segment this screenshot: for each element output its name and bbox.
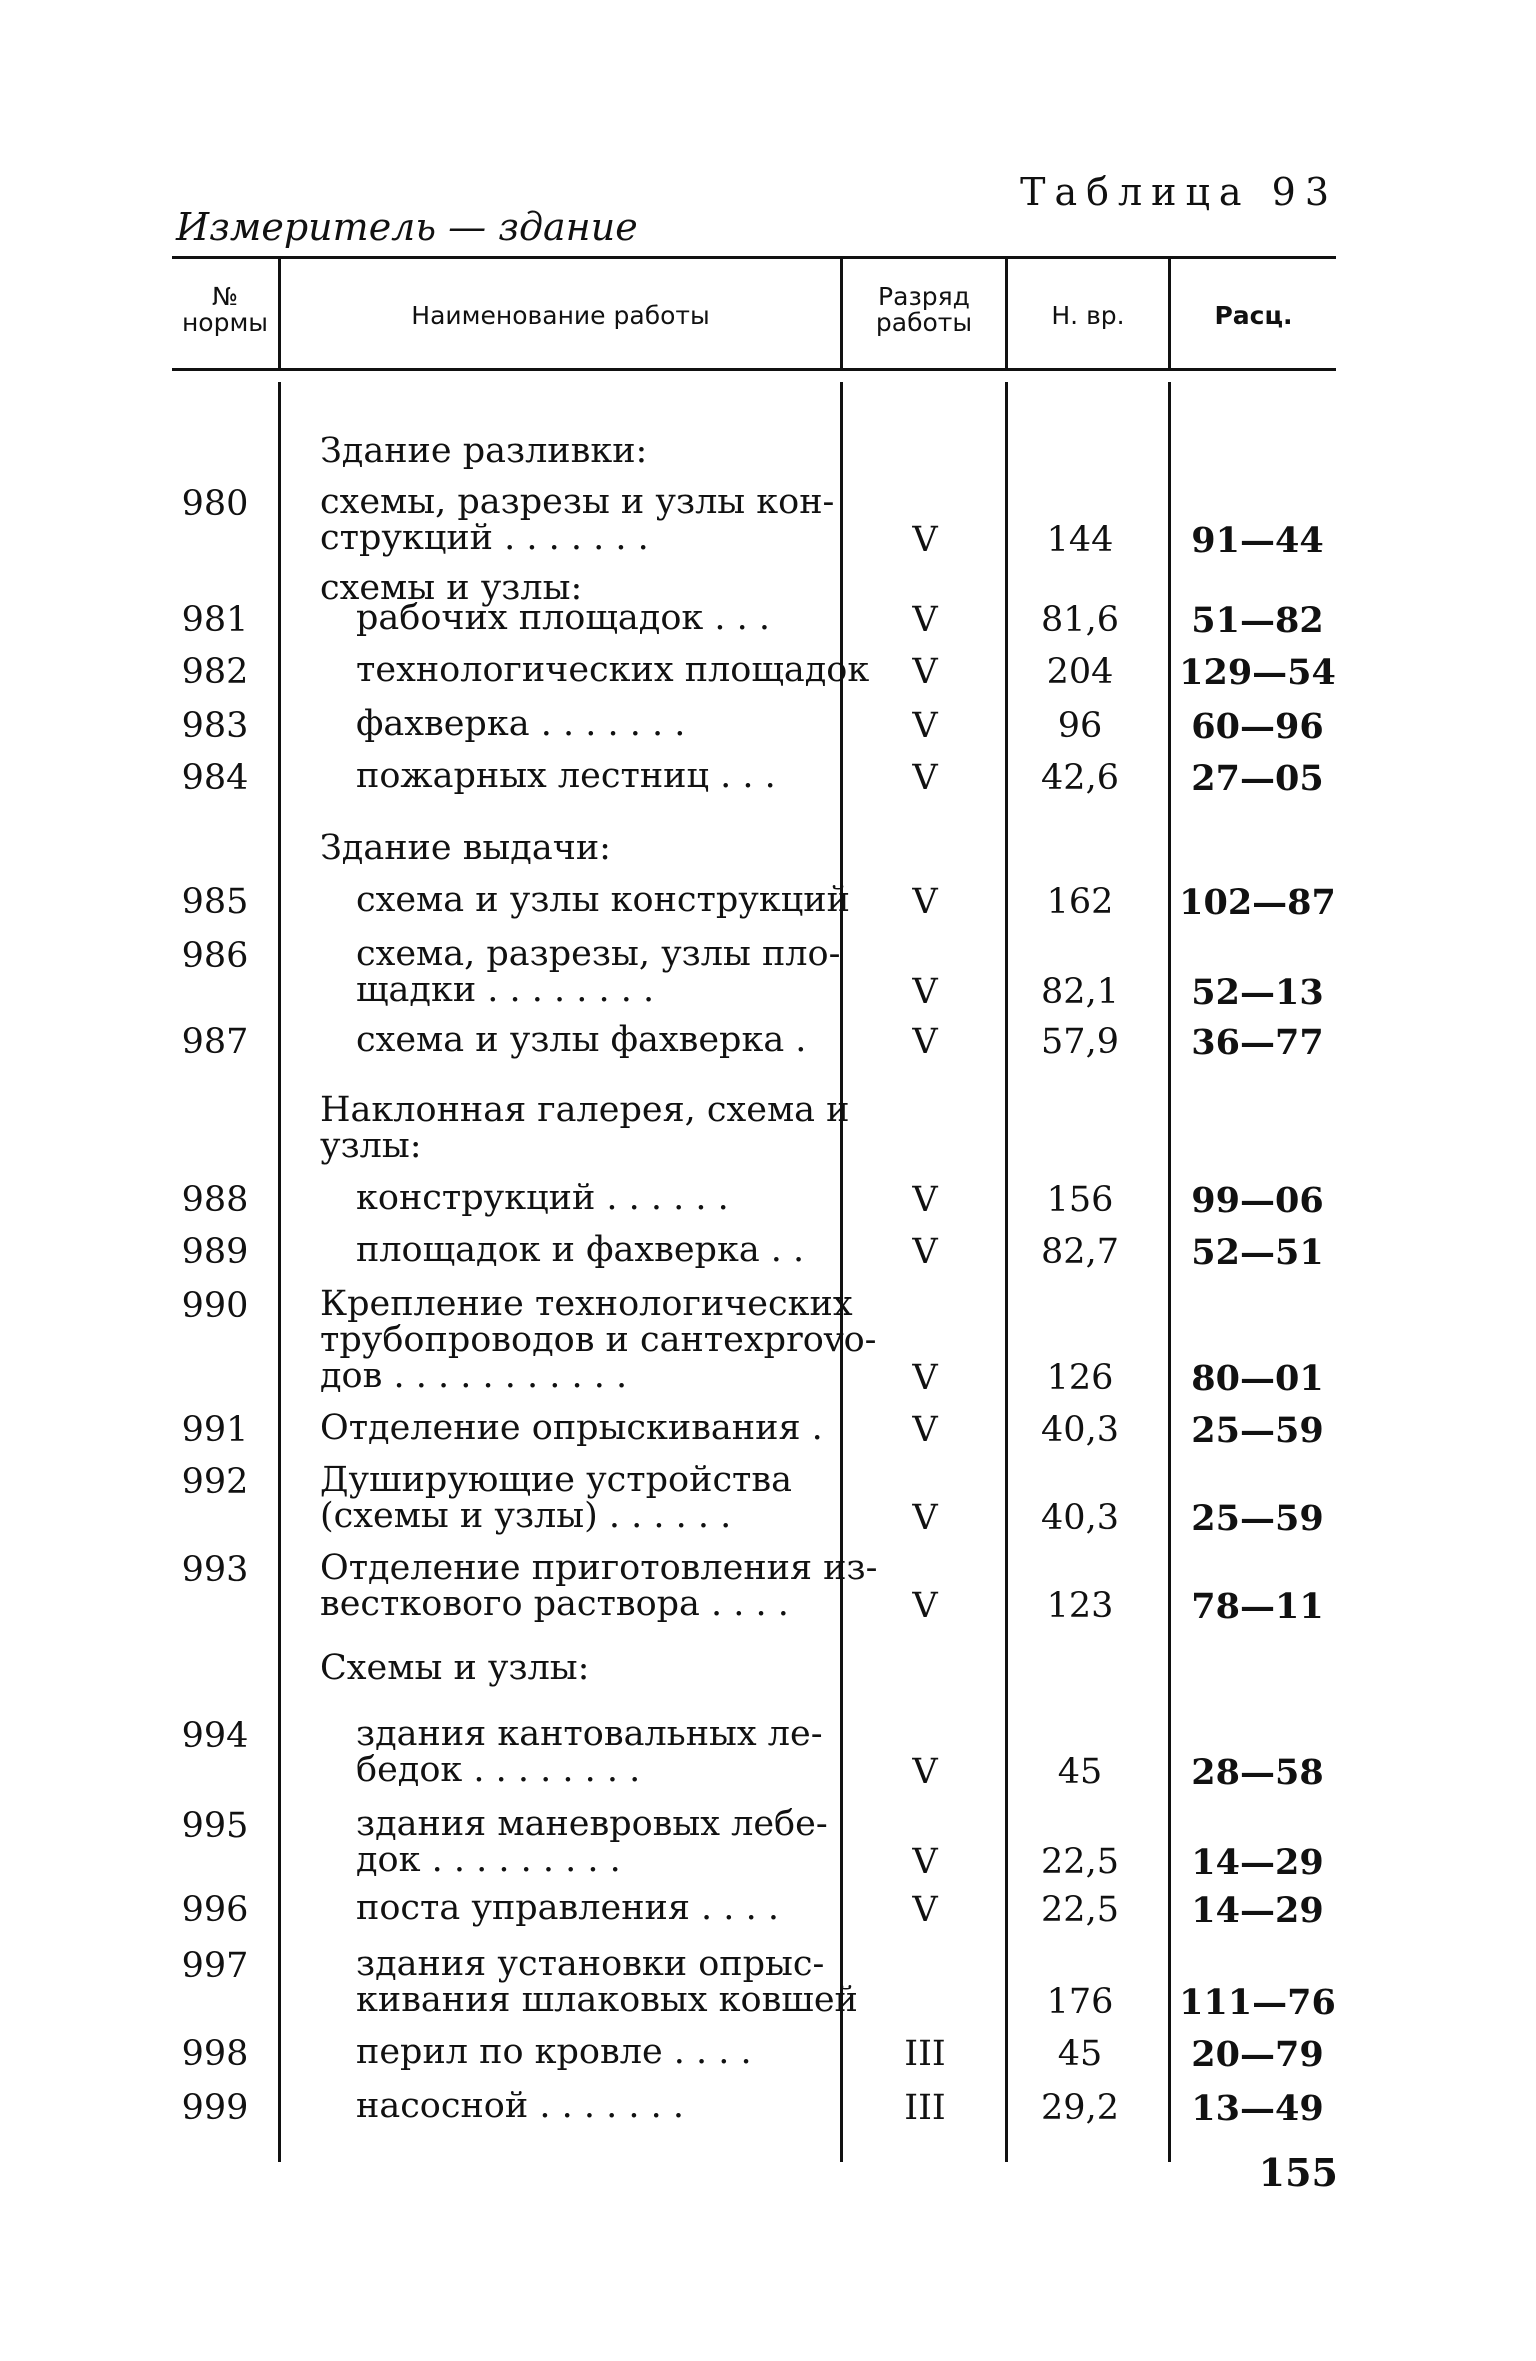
work-name-line: Здание разливки:: [320, 431, 648, 471]
work-grade: V: [912, 1022, 938, 1062]
work-name-line: поста управления . . . .: [356, 1888, 779, 1928]
work-name-line: бедок . . . . . . . .: [356, 1750, 641, 1790]
work-name-line: (схемы и узлы) . . . . . .: [320, 1496, 732, 1536]
work-name-line: фахверка . . . . . . .: [356, 704, 686, 744]
rate-value: 80—01: [1191, 1358, 1324, 1399]
work-name-line: конструкций . . . . . .: [356, 1178, 729, 1218]
time-norm: 123: [1046, 1586, 1114, 1626]
row-number: 984: [181, 758, 249, 798]
work-name-line: пожарных лестниц . . .: [356, 756, 776, 796]
work-name-line: Отделение приготовления из-: [320, 1548, 878, 1588]
rate-value: 129—54: [1179, 652, 1336, 693]
time-norm: 45: [1057, 2034, 1103, 2074]
work-name-line: весткового раствора . . . .: [320, 1584, 789, 1624]
work-name-line: щадки . . . . . . . .: [356, 970, 655, 1010]
row-number: 996: [181, 1890, 249, 1930]
work-name: [320, 482, 835, 558]
work-name-line: схема и узлы фахверка .: [356, 1020, 807, 1060]
work-name: [320, 1716, 830, 1788]
work-name: [320, 1090, 850, 1166]
time-norm: 82,7: [1041, 1232, 1119, 1272]
work-name-line: здания установки опрыс-: [356, 1944, 825, 1984]
rate-value: 28—58: [1191, 1752, 1324, 1793]
work-grade: V: [912, 652, 938, 692]
work-name: [320, 1548, 878, 1624]
time-norm: 204: [1046, 652, 1114, 692]
rate-value: 111—76: [1179, 1982, 1336, 2023]
work-grade: V: [912, 1890, 938, 1930]
work-name: [320, 1232, 830, 1268]
work-name-line: перил по кровле . . . .: [356, 2032, 752, 2072]
work-grade: V: [912, 1358, 938, 1398]
row-number: 993: [181, 1550, 249, 1590]
rate-value: 60—96: [1191, 706, 1324, 747]
work-name-line: Здание выдачи:: [320, 828, 611, 868]
row-number: 991: [181, 1410, 249, 1450]
time-norm: 45: [1057, 1752, 1103, 1792]
row-number: 981: [181, 600, 249, 640]
rate-value: 25—59: [1191, 1498, 1324, 1539]
row-number: 988: [181, 1180, 249, 1220]
work-name-line: здания маневровых лебе-: [356, 1804, 828, 1844]
rate-value: 51—82: [1191, 600, 1324, 641]
work-name: [320, 1284, 877, 1396]
work-name-line: насосной . . . . . . .: [356, 2086, 684, 2126]
rate-value: 91—44: [1191, 520, 1324, 561]
work-name-line: рабочих площадок . . .: [356, 598, 771, 638]
work-name: [320, 600, 830, 636]
work-name-line: дов . . . . . . . . . . .: [320, 1356, 628, 1396]
row-number: 997: [181, 1946, 249, 1986]
work-name: [320, 758, 830, 794]
work-grade: III: [904, 2088, 946, 2128]
rate-value: 102—87: [1179, 882, 1336, 923]
time-norm: 126: [1046, 1358, 1114, 1398]
work-grade: III: [904, 2034, 946, 2074]
time-norm: 40,3: [1041, 1410, 1119, 1450]
work-name: [320, 2034, 830, 2070]
row-number: 987: [181, 1022, 249, 1062]
work-name: [320, 650, 870, 690]
work-grade: V: [912, 1842, 938, 1882]
work-grade: V: [912, 1752, 938, 1792]
row-number: 990: [181, 1286, 249, 1326]
time-norm: 144: [1046, 520, 1114, 560]
work-name-line: схемы и узлы:: [320, 568, 583, 608]
row-number: 999: [181, 2088, 249, 2128]
work-name: [320, 1462, 830, 1534]
work-name: [320, 2088, 830, 2124]
rate-value: 99—06: [1191, 1180, 1324, 1221]
row-number: 992: [181, 1462, 249, 1502]
work-grade: V: [912, 1410, 938, 1450]
rate-value: 25—59: [1191, 1410, 1324, 1451]
row-number: 994: [181, 1716, 249, 1756]
rate-value: 78—11: [1191, 1586, 1324, 1627]
work-name: [320, 433, 830, 469]
measure-unit: Измеритель — здание: [176, 205, 638, 249]
header-grade: Разряд работы: [875, 282, 973, 337]
rate-value: 52—51: [1191, 1232, 1324, 1273]
table-caption: Таблица 93: [1020, 170, 1338, 214]
work-name: [320, 830, 830, 866]
work-grade: V: [912, 1498, 938, 1538]
header-name: Наименование работы: [411, 301, 710, 330]
work-name-line: схемы, разрезы и узлы кон-: [320, 482, 835, 522]
work-name-line: здания кантовальных ле-: [356, 1714, 823, 1754]
rate-value: 52—13: [1191, 972, 1324, 1013]
page-number: 155: [1258, 2150, 1338, 2195]
work-grade: V: [912, 520, 938, 560]
rate-value: 13—49: [1191, 2088, 1324, 2129]
work-name: [320, 1890, 830, 1926]
work-name: [320, 934, 841, 1010]
time-norm: 176: [1046, 1982, 1114, 2022]
rate-value: 36—77: [1191, 1022, 1324, 1063]
header-rate: Расц.: [1214, 301, 1293, 330]
header-num: № нормы: [181, 282, 269, 337]
work-name-line: трубопроводов и сантехprovo-: [320, 1320, 877, 1360]
work-name: [320, 1806, 830, 1878]
rate-value: 14—29: [1191, 1890, 1324, 1931]
work-grade: V: [912, 972, 938, 1012]
time-norm: 42,6: [1041, 758, 1119, 798]
work-grade: V: [912, 600, 938, 640]
work-name: [320, 1022, 830, 1058]
work-name-line: технологических площадок: [356, 650, 870, 690]
work-grade: V: [912, 1180, 938, 1220]
work-name-line: узлы:: [320, 1126, 422, 1166]
work-name: [320, 1944, 858, 2020]
work-grade: V: [912, 758, 938, 798]
work-grade: V: [912, 1232, 938, 1272]
row-number: 989: [181, 1232, 249, 1272]
work-name-line: Душирующие устройства: [320, 1460, 792, 1500]
time-norm: 81,6: [1041, 600, 1119, 640]
work-name-line: Крепление технологических: [320, 1284, 853, 1324]
work-name-line: площадок и фахверка . .: [356, 1230, 805, 1270]
time-norm: 57,9: [1041, 1022, 1119, 1062]
work-name-line: док . . . . . . . . .: [356, 1840, 621, 1880]
work-name: [320, 1180, 830, 1216]
work-grade: V: [912, 706, 938, 746]
work-name-line: Наклонная галерея, схема и: [320, 1090, 850, 1130]
work-name: [320, 880, 850, 920]
header-norm: Н. вр.: [1051, 301, 1125, 330]
time-norm: 22,5: [1041, 1842, 1119, 1882]
work-grade: V: [912, 882, 938, 922]
work-name: [320, 706, 830, 742]
row-number: 983: [181, 706, 249, 746]
work-name-line: Схемы и узлы:: [320, 1648, 590, 1688]
row-number: 982: [181, 652, 249, 692]
time-norm: 22,5: [1041, 1890, 1119, 1930]
work-name: [320, 1650, 830, 1686]
row-number: 998: [181, 2034, 249, 2074]
row-number: 986: [181, 936, 249, 976]
time-norm: 29,2: [1041, 2088, 1119, 2128]
work-name: [320, 1410, 830, 1446]
row-number: 985: [181, 882, 249, 922]
time-norm: 82,1: [1041, 972, 1119, 1012]
work-name-line: кивания шлаковых ковшей: [356, 1980, 858, 2020]
work-grade: V: [912, 1586, 938, 1626]
work-name-line: струкций . . . . . . .: [320, 518, 649, 558]
rate-value: 27—05: [1191, 758, 1324, 799]
row-number: 995: [181, 1806, 249, 1846]
work-name-line: схема, разрезы, узлы пло-: [356, 934, 841, 974]
time-norm: 162: [1046, 882, 1114, 922]
time-norm: 40,3: [1041, 1498, 1119, 1538]
time-norm: 96: [1057, 706, 1103, 746]
rate-value: 20—79: [1191, 2034, 1324, 2075]
row-number: 980: [181, 484, 249, 524]
work-name-line: Отделение опрыскивания .: [320, 1408, 823, 1448]
rate-value: 14—29: [1191, 1842, 1324, 1883]
time-norm: 156: [1046, 1180, 1114, 1220]
work-name-line: схема и узлы конструкций: [356, 880, 850, 920]
